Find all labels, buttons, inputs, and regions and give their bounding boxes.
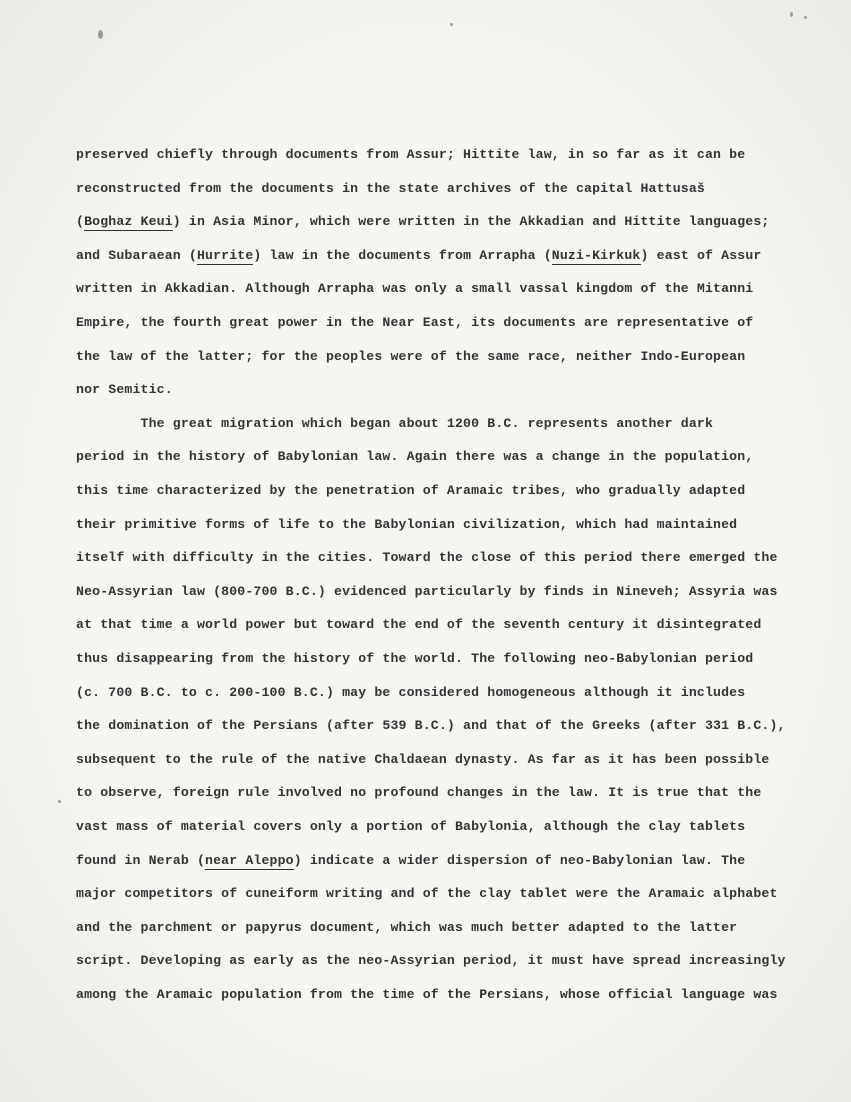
text-segment: script. Developing as early as the neo-Assyrian period, it must have spread increasingly xyxy=(76,953,786,969)
text-line xyxy=(76,547,778,569)
text-line xyxy=(76,278,753,300)
text-segment: preserved chiefly through documents from Assur; Hittite law, in so far as it can be xyxy=(76,147,746,162)
text-segment: and Subaraean ( xyxy=(76,247,197,263)
text-segment: the law of the latter; for the peoples were of the same race, neither Indo-European xyxy=(76,348,746,364)
text-line xyxy=(76,614,761,636)
text-segment: to observe, foreign rule involved no profound changes in the law. It is true that the xyxy=(76,785,762,801)
text-line xyxy=(76,379,173,401)
text-segment: period in the history of Babylonian law. Again there was a change in the population, xyxy=(76,449,754,465)
text-segment: Neo-Assyrian law (800-700 B.C.) evidenced particularly by finds in Nineveh; Assyria was xyxy=(76,583,778,599)
text-segment: and the parchment or papyrus document, which was much better adapted to the latter xyxy=(76,919,738,935)
text-segment: ( xyxy=(76,214,85,230)
text-line xyxy=(76,917,737,939)
text-segment: nor Semitic. xyxy=(76,382,173,398)
text-line xyxy=(76,581,778,603)
paper-speck xyxy=(790,12,793,17)
text-line xyxy=(76,413,713,435)
text-segment: subsequent to the rule of the native Chaldaean dynasty. As far as it has been possible xyxy=(76,751,770,767)
paper-speck xyxy=(450,23,453,26)
underlined-term: Boghaz Keui xyxy=(84,214,173,230)
text-line xyxy=(76,850,745,872)
text-line xyxy=(76,446,753,468)
text-line xyxy=(76,782,761,804)
text-segment: this time characterized by the penetration of Aramaic tribes, who gradually adapted xyxy=(76,483,746,498)
text-line xyxy=(76,312,753,334)
text-line xyxy=(76,480,745,502)
underlined-term: Nuzi-Kirkuk xyxy=(551,247,641,263)
text-segment: major competitors of cuneiform writing and of the clay tablet were the Aramaic alphabet xyxy=(76,886,778,902)
text-segment: written in Akkadian. Although Arrapha was only a small vassal kingdom of the Mitanni xyxy=(76,281,754,297)
text-line xyxy=(76,682,745,704)
text-line xyxy=(76,715,786,737)
paper-speck xyxy=(98,30,103,39)
text-segment: ) in Asia Minor, which were written in the Akkadian and Hittite languages; xyxy=(172,214,770,230)
text-segment: ) indicate a wider dispersion of neo-Babylonian law. The xyxy=(293,852,746,868)
text-segment: thus disappearing from the history of the world. The following neo-Babylonian period xyxy=(76,651,754,666)
text-segment: ) east of Assur xyxy=(640,247,762,263)
text-line xyxy=(76,883,778,905)
text-segment: The great migration which began about 1200 B.C. represents another dark xyxy=(76,415,714,431)
text-line xyxy=(76,346,745,368)
text-segment: vast mass of material covers only a portion of Babylonia, although the clay tablets xyxy=(76,819,746,834)
text-segment: (c. 700 B.C. to c. 200-100 B.C.) may be considered homogeneous although it includes xyxy=(76,684,746,700)
text-line xyxy=(76,245,761,267)
underlined-term: near Aleppo xyxy=(205,852,294,868)
text-line xyxy=(76,984,778,1006)
text-segment: the domination of the Persians (after 539 B.C.) and that of the Greeks (after 331 B.C.), xyxy=(76,718,786,734)
text-line xyxy=(76,648,753,670)
paper-speck xyxy=(58,800,61,803)
text-segment: found in Nerab ( xyxy=(76,852,206,868)
text-segment: among the Aramaic population from the time of the Persians, whose official language was xyxy=(76,987,778,1002)
text-segment: Empire, the fourth great power in the Near East, its documents are representative of xyxy=(76,315,754,330)
text-segment: their primitive forms of life to the Babylonian civilization, which had maintained xyxy=(76,516,738,532)
text-segment: reconstructed from the documents in the state archives of the capital Hattusaš xyxy=(76,180,705,196)
underlined-term: Hurrite xyxy=(196,247,254,263)
text-segment: at that time a world power but toward the end of the seventh century it disintegrated xyxy=(76,617,762,633)
text-line xyxy=(76,144,745,166)
paper-speck xyxy=(804,16,807,19)
text-line xyxy=(76,816,745,838)
text-segment: ) law in the documents from Arrapha ( xyxy=(253,247,552,263)
text-line xyxy=(76,749,770,771)
text-line xyxy=(76,514,737,536)
text-segment: itself with difficulty in the cities. Toward the close of this period there emerged the xyxy=(76,550,778,566)
text-line xyxy=(76,950,786,972)
text-line xyxy=(76,178,705,200)
text-line xyxy=(76,211,770,233)
